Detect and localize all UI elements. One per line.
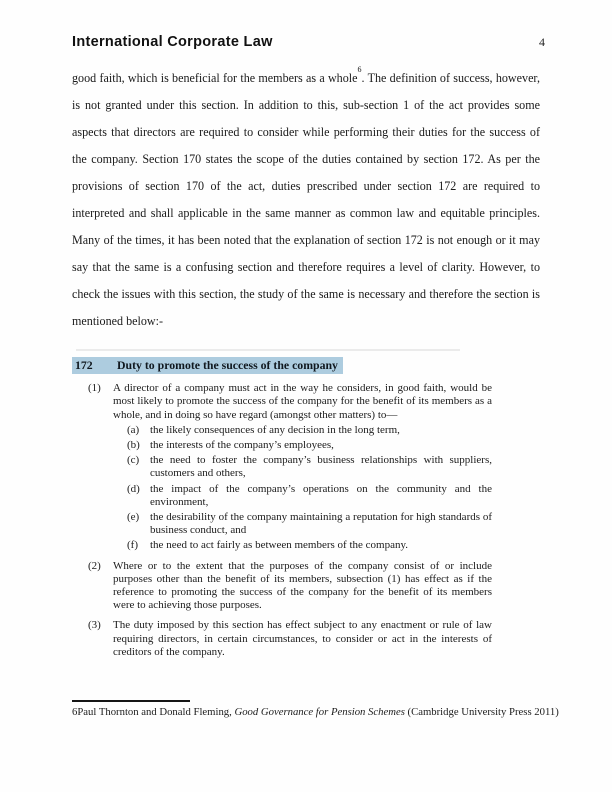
item-letter: (c) xyxy=(127,454,140,467)
footnote-separator xyxy=(72,700,190,702)
statute-subsection-3 xyxy=(72,619,492,659)
footnote-work-title: Good Governance for Pension Schemes xyxy=(234,706,405,718)
item-text: the desirability of the company maintaining a reputation for high standards of business conduct, and xyxy=(150,511,492,537)
page-header xyxy=(72,34,545,50)
subsection-number: (1) xyxy=(88,382,101,395)
subsection-item-list xyxy=(113,424,492,553)
subsection-number: (3) xyxy=(88,619,101,632)
statute-title: Duty to promote the success of the company xyxy=(117,358,338,372)
body-paragraph xyxy=(72,65,540,335)
item-text: the need to act fairly as between members of the company. xyxy=(150,539,408,552)
subsection-body xyxy=(113,382,492,552)
page-number: 4 xyxy=(539,35,545,49)
footnote-reference: 6 xyxy=(357,65,362,75)
scan-artifact xyxy=(76,349,460,351)
statute-heading xyxy=(72,357,343,374)
item-letter: (b) xyxy=(127,439,140,452)
subsection-body xyxy=(113,560,492,613)
statute-subsection-2 xyxy=(72,560,492,613)
statute-item-b xyxy=(113,439,492,452)
item-text: the impact of the company’s operations on the community and the environment, xyxy=(150,482,492,508)
statute-item-d xyxy=(113,483,492,509)
item-letter: (f) xyxy=(127,539,138,552)
body-text-part1: good faith, which is beneficial for the members as a whole xyxy=(72,71,358,85)
statute-item-e xyxy=(113,511,492,537)
statute-subsection-1 xyxy=(72,382,492,552)
footnote-publisher: (Cambridge University Press 2011) xyxy=(404,706,559,718)
subsection-number: (2) xyxy=(88,559,101,572)
item-letter: (a) xyxy=(127,423,140,436)
footnote-authors: Paul Thornton and Donald Fleming, xyxy=(77,706,235,718)
item-text: the interests of the company’s employees, xyxy=(150,439,334,452)
footnote xyxy=(72,705,559,719)
statute-item-f xyxy=(113,539,492,552)
item-letter: (d) xyxy=(127,482,140,495)
item-letter: (e) xyxy=(127,511,140,524)
subsection-text: The duty imposed by this section has effect subject to any enactment or rule of law requiring directors, in certain circumstances, to consider or act in the interests of creditors of the company. xyxy=(113,619,492,658)
body-text-part2: . The definition of success, however, is not granted under this section. In addition to this, sub-section 1 of the act provides some aspects that directors are required to consider while performing their duties for the success of the company. Section 170 states the scope of the duties contained by section 172. As per the provisions of section 170 of the act, duties prescribed under section 172 are required to interpreted and shall applicable in the same manner as common law and equitable principles. Many of the times, it has been noted that the explanation of section 172 is not enough or it may say that the same is a confusing section and therefore requires a level of clarity. However, to check the issues with this section, the study of the same is necessary and therefore the section is mentioned below:- xyxy=(72,71,541,328)
statute-item-c xyxy=(113,454,492,480)
statute-section-number: 172 xyxy=(75,358,93,372)
subsection-text: A director of a company must act in the way he considers, in good faith, would be most likely to promote the success of the company for the benefit of its members as a whole, and in doing so have regard (amongst other matters) to— xyxy=(113,382,492,421)
subsection-body xyxy=(113,619,492,659)
page-title: International Corporate Law xyxy=(72,34,273,50)
footnote-marker: 6 xyxy=(72,706,78,718)
item-text: the likely consequences of any decision in the long term, xyxy=(150,423,400,436)
subsection-text: Where or to the extent that the purposes of the company consist of or include purposes other than the benefit of its members, subsection (1) has effect as if the reference to promoting the success of the company for the benefit of its members were to achieving those purposes. xyxy=(113,559,492,612)
statute-item-a xyxy=(113,424,492,437)
item-text: the need to foster the company’s business relationships with suppliers, customers and others, xyxy=(150,454,492,480)
statute-excerpt xyxy=(72,357,492,659)
